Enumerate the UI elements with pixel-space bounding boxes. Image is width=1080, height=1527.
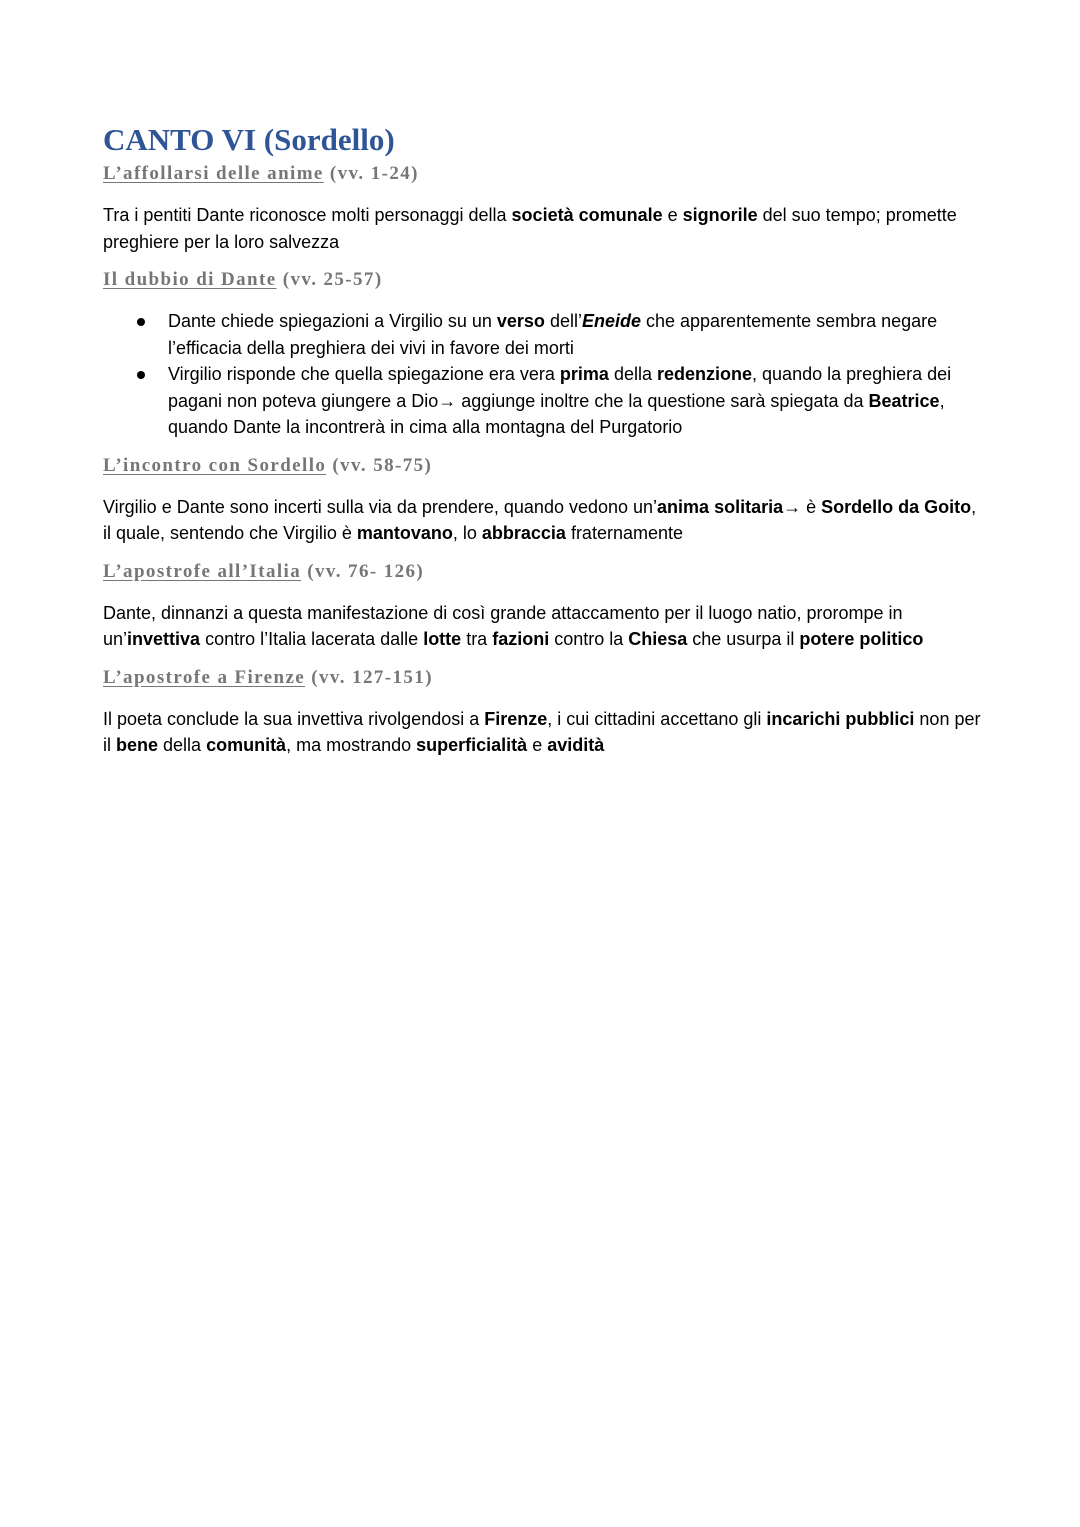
text-run: , quando la preghiera dei pagani non poteva giungere a Dio→ aggiunge inoltre che la questione sarà spiegata da (168, 364, 952, 411)
bold-text: mantovano (356, 523, 453, 543)
section-heading-verses: (vv. 1-24) (323, 163, 419, 184)
text-run: contro la (549, 629, 629, 649)
text-run: Tra i pentiti Dante riconosce molti personaggi della (103, 205, 512, 225)
section-paragraph (103, 706, 983, 759)
text-run: Virgilio e Dante sono incerti sulla via da prendere, quando vedono un’ (103, 496, 658, 517)
document-page (103, 122, 983, 759)
text-run: , lo (452, 523, 482, 543)
text-run: tra (461, 629, 493, 649)
text-run: che apparentemente sembra negare l’efficacia della preghiera dei vivi in favore dei morti (168, 311, 938, 358)
bold-text: incarichi pubblici (766, 708, 915, 729)
text-run: Virgilio risponde che quella spiegazione era vera (168, 364, 560, 384)
section-heading (103, 162, 983, 186)
text-run: contro l’Italia lacerata dalle (200, 629, 424, 649)
bold-text: avidità (547, 735, 605, 755)
text-run: del suo tempo; promette preghiere per la loro salvezza (103, 205, 957, 252)
bold-text: potere politico (799, 629, 924, 649)
list-item (103, 361, 983, 441)
section-heading-verses: (vv. 76- 126) (301, 560, 425, 582)
section-heading (103, 268, 983, 292)
bullet-icon (137, 318, 145, 326)
section-firenze (103, 666, 983, 759)
text-run: e (662, 205, 683, 225)
text-run: , ma mostrando (286, 735, 417, 755)
text-run: Dante, dinnanzi a questa manifestazione di così grande attaccamento per il luogo natio, prorompe in un’ (103, 602, 903, 649)
list-item (103, 308, 983, 361)
text-run: che usurpa il (687, 629, 800, 649)
section-heading (103, 454, 983, 478)
section-paragraph (103, 494, 983, 547)
text-run: , quando Dante la incontrerà in cima alla montagna del Purgatorio (168, 390, 945, 437)
list-item-text (168, 311, 937, 358)
text-run: Il poeta conclude la sua invettiva rivolgendosi a (103, 708, 485, 729)
bold-text: superficialità (416, 735, 528, 755)
text-run: , il quale, sentendo che Virgilio è (103, 496, 977, 543)
bullet-list (103, 308, 983, 441)
text-run: , i cui cittadini accettano gli (547, 708, 767, 729)
text-run: e (527, 735, 548, 755)
bold-text: abbraccia (481, 523, 566, 543)
bullet-icon (137, 371, 145, 379)
bold-text: signorile (682, 205, 758, 225)
text-run: della (608, 364, 657, 384)
bold-text: redenzione (657, 364, 753, 384)
section-heading-verses: (vv. 127-151) (305, 666, 433, 688)
section-dubbio (103, 268, 983, 441)
section-heading (103, 666, 983, 690)
bold-text: società comunale (511, 205, 663, 225)
bold-text: invettiva (127, 629, 201, 649)
text-run: Dante chiede spiegazioni a Virgilio su un (168, 311, 497, 331)
bold-text: verso (496, 311, 545, 331)
section-heading-title: L’apostrofe a Firenze (103, 666, 306, 688)
bold-text: anima solitaria (657, 496, 784, 517)
text-run: fraternamente (565, 523, 683, 543)
text-run: non per il (103, 708, 981, 755)
bold-text: Firenze (484, 708, 548, 729)
list-item-text (168, 364, 951, 437)
bold-text: Chiesa (628, 629, 688, 649)
bold-text: bene (116, 735, 159, 755)
section-heading-title: L’apostrofe all’Italia (103, 560, 302, 582)
bold-text: Sordello da Goito (821, 496, 972, 517)
section-heading (103, 560, 983, 584)
section-heading-verses: (vv. 58-75) (326, 454, 433, 476)
section-heading-title: L’affollarsi delle anime (103, 163, 324, 184)
bold-text: fazioni (492, 629, 550, 649)
bold-text: prima (559, 364, 609, 384)
section-incontro (103, 454, 983, 547)
text-run: → è (783, 496, 822, 517)
section-italia (103, 560, 983, 653)
section-heading-verses: (vv. 25-57) (276, 269, 383, 290)
bold-text: comunità (206, 735, 287, 755)
section-paragraph (103, 202, 983, 255)
bold-text: Eneide (581, 311, 641, 331)
text-run: dell’ (544, 311, 582, 331)
section-heading-title: Il dubbio di Dante (103, 269, 277, 290)
section-heading-title: L’incontro con Sordello (103, 454, 327, 476)
page-title: CANTO VI (Sordello) (103, 122, 395, 157)
section-paragraph (103, 600, 983, 653)
bold-text: lotte (423, 629, 462, 649)
bold-text: Beatrice (868, 390, 940, 411)
text-run: della (158, 735, 207, 755)
section-affollarsi (103, 162, 983, 255)
